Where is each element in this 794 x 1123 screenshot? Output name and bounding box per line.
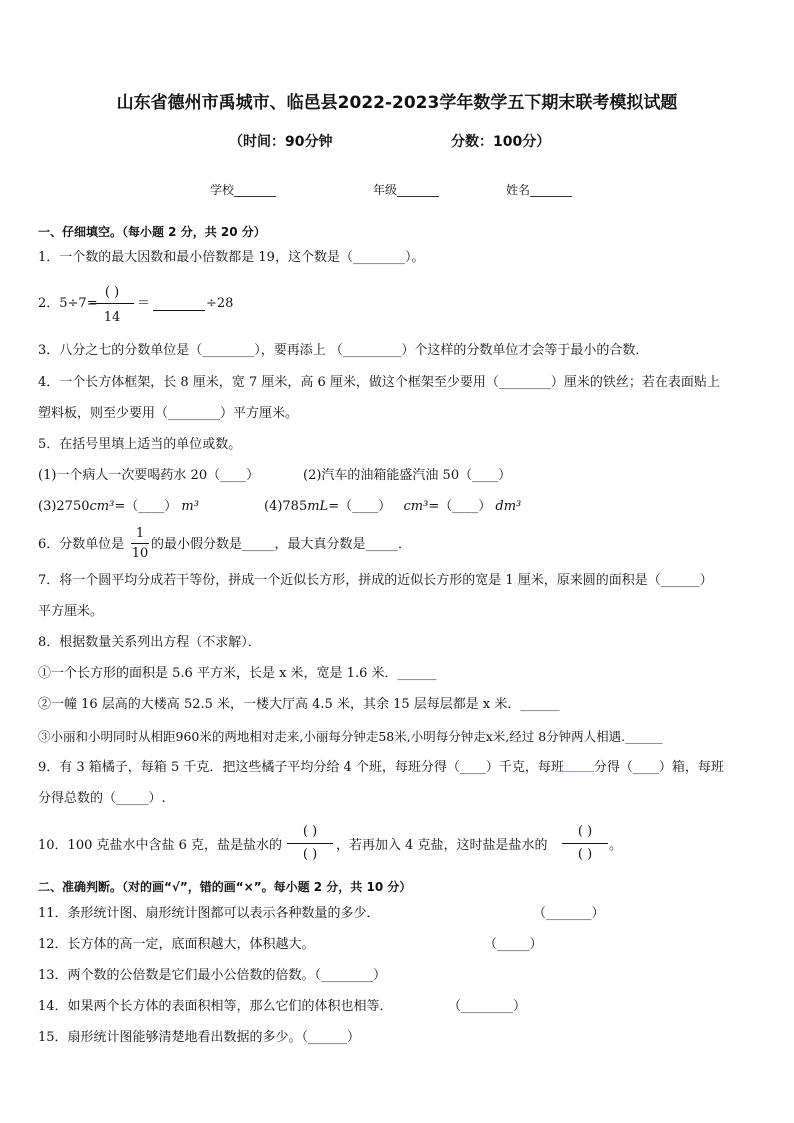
q5-4-unit-cm3: cm³ — [403, 499, 429, 514]
question-2-suffix: ÷28 — [206, 296, 234, 311]
time-limit: （时间：90分钟 — [229, 134, 333, 150]
q5-3-blank: =（____） — [114, 499, 178, 514]
question-10-middle: ，若再加入 4 克盐，这时盐是盐水的 — [336, 838, 548, 853]
question-4-line-2: 塑料板，则至少要用（________）平方厘米。 — [38, 406, 299, 421]
q5-4-unit-dm3: dm³ — [495, 499, 522, 514]
question-2-equals: ＝ — [137, 296, 151, 311]
question-5: 5．在括号里填上适当的单位或数。 — [38, 437, 242, 452]
question-2-fraction-bar — [90, 303, 134, 304]
question-5-3 — [38, 499, 199, 515]
q5-3-number: (3)2750 — [38, 499, 90, 514]
question-2-prefix: 2．5÷7= — [38, 296, 98, 311]
question-8-3: ③小丽和小明同时从相距960米的两地相对走来,小丽每分钟走58米,小明每分钟走x米,经过 8分钟两人相遇.______ — [38, 729, 663, 744]
question-6-denominator: 10 — [131, 546, 149, 561]
question-6-suffix: 的最小假分数是_____，最大真分数是_____． — [151, 537, 412, 552]
question-10-frac-2-bar — [562, 843, 608, 844]
question-6-fraction-bar — [131, 543, 149, 544]
question-3: 3．八分之七的分数单位是（________），要再添上 （_________）个这样的分数单位才会等于最小的合数． — [38, 343, 649, 358]
q5-4-blank-2: =（____） — [428, 499, 492, 514]
question-6-numerator: 1 — [135, 526, 145, 541]
question-15: 15．扇形统计图能够清楚地看出数据的多少。（______） — [38, 1030, 361, 1045]
name-field: 姓名_______ — [506, 183, 573, 197]
question-10-frac-1-denominator: ( ) — [302, 847, 318, 862]
question-11-answer: （_______） — [533, 906, 605, 921]
question-11: 11．条形统计图、扇形统计图都可以表示各种数量的多少． — [38, 906, 380, 921]
q5-4-number: (4)785 — [264, 499, 308, 514]
question-7-line-2: 平方厘米。 — [38, 604, 104, 619]
question-6-prefix: 6．分数单位是 — [38, 537, 125, 552]
q5-4-unit-ml: mL — [307, 499, 329, 514]
q5-3-unit-cm3: cm³ — [89, 499, 115, 514]
total-score: 分数：100分） — [451, 134, 551, 150]
school-field: 学校_______ — [210, 183, 277, 197]
question-5-4 — [264, 499, 521, 515]
question-2-blank — [153, 310, 205, 311]
question-10-prefix: 10．100 克盐水中含盐 6 克，盐是盐水的 — [38, 838, 283, 853]
q9-part-b: 分得（____）箱，每班 — [593, 760, 724, 775]
question-7-line-1: 7．将一个圆平均分成若干等份，拼成一个近似长方形，拼成的近似长方形的宽是 1 厘米，原来圆的面积是（______） — [38, 573, 713, 588]
question-12-answer: （_____） — [484, 937, 543, 952]
question-13: 13．两个数的公倍数是它们最小公倍数的倍数。（________） — [38, 968, 387, 983]
question-5-2: (2)汽车的油箱能盛汽油 50（____） — [303, 468, 512, 483]
question-9-line-1 — [38, 760, 724, 776]
question-2-denominator: 14 — [103, 310, 121, 325]
question-12: 12．长方体的高一定，底面积越大，体积越大。 — [38, 937, 315, 952]
question-1: 1．一个数的最大因数和最小倍数都是 19，这个数是（________）。 — [38, 250, 425, 265]
question-10-frac-1-numerator: ( ) — [302, 824, 318, 839]
question-8-1: ①一个长方形的面积是 5.6 平方米，长是 x 米，宽是 1.6 米．______ — [38, 666, 437, 681]
question-14: 14．如果两个长方体的表面积相等，那么它们的体积也相等． — [38, 999, 393, 1014]
question-9-line-2: 分得总数的（_____）. — [38, 791, 166, 806]
question-4-line-1: 4．一个长方体框架，长 8 厘米，宽 7 厘米，高 6 厘米，做这个框架至少要用（________）厘米的铁丝；若在表面贴上 — [38, 375, 720, 390]
grade-field: 年级_______ — [373, 183, 440, 197]
q9-green-dash — [564, 763, 594, 772]
section-2-heading: 二、准确判断。（对的画“√”，错的画“×”。每小题 2 分，共 10 分） — [38, 880, 412, 894]
question-10-frac-2-numerator: ( ) — [577, 824, 593, 839]
question-10-suffix: 。 — [609, 838, 623, 853]
q5-3-unit-m3: m³ — [181, 499, 199, 514]
question-2-numerator: ( ) — [104, 285, 120, 300]
question-5-1: (1)一个病人一次要喝药水 20（____） — [38, 468, 260, 483]
question-8-2: ②一幢 16 层高的大楼高 52.5 米，一楼大厅高 4.5 米，其余 15 层每层都是 x 米．______ — [38, 697, 560, 712]
page-title: 山东省德州市禹城市、临邑县2022-2023学年数学五下期末联考模拟试题 — [116, 93, 678, 113]
question-10-frac-1-bar — [287, 843, 333, 844]
question-8: 8．根据数量关系列出方程（不求解）． — [38, 635, 261, 650]
q9-part-a: 9．有 3 箱橘子，每箱 5 千克．把这些橘子平均分给 4 个班，每班分得（____）千克，每班 — [38, 760, 564, 775]
question-14-answer: （________） — [448, 999, 527, 1014]
section-1-heading: 一、仔细填空。（每小题 2 分，共 20 分） — [38, 225, 266, 239]
question-10-frac-2-denominator: ( ) — [577, 847, 593, 862]
q5-4-blank-1: =（____） — [328, 499, 392, 514]
